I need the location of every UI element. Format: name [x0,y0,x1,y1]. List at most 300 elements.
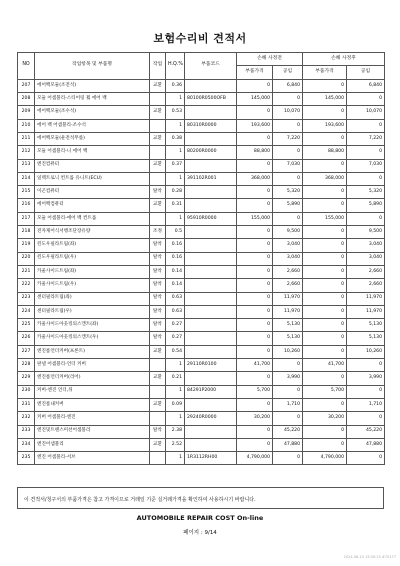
row-before-part: 0 [237,106,273,119]
row-before-part: 0 [237,279,273,292]
row-before-part: 0 [237,332,273,345]
row-after-part: 155,000 [303,212,347,225]
notice-box: 이 견적서/청구서의 부품가격은 참고 가격이므로 거래일 기준 실거래가격을 확인하여 사용하시기 바랍니다. [17,487,384,509]
row-hq: 1 [166,385,185,398]
row-no: 226 [18,332,35,345]
row-item: 엔진및트랜스미션어셈블리 [35,425,150,438]
table-row [18,305,385,318]
row-hq: 0.28 [166,186,185,199]
row-code [185,305,237,318]
row-after-part: 0 [303,159,347,172]
row-after-labor: 47,880 [347,438,385,451]
row-before-labor: 10,070 [273,106,303,119]
row-after-part: 0 [303,186,347,199]
print-stamp: 2024-08-15 15:30:25 #70177 [343,555,396,559]
row-before-labor: 7,030 [273,159,303,172]
row-hq: 1 [166,212,185,225]
row-item: 센터필라트림(우) [35,305,150,318]
row-before-part: 0 [237,159,273,172]
row-after-labor: 3,040 [347,252,385,265]
row-before-labor: 11,970 [273,292,303,305]
row-work: 탈착 [150,425,166,438]
table-row [18,93,385,106]
document-title: 보험수리비 견적서 [153,32,247,45]
row-hq: 0.09 [166,398,185,411]
table-row [18,412,385,425]
table-row [18,199,385,212]
row-hq: 0.63 [166,292,185,305]
row-before-part: 5,700 [237,385,273,398]
row-hq: 0.27 [166,332,185,345]
row-work: 교환 [150,159,166,172]
row-code [185,132,237,145]
row-item: 윈도우필라트림(좌) [35,239,150,252]
row-item: 모듈 어셈블리-니 에어 백 [35,146,150,159]
row-before-labor: 5,130 [273,332,303,345]
row-code: 95910R0000 [185,212,237,225]
row-code [185,279,237,292]
row-before-labor: 2,660 [273,279,303,292]
row-after-part: 0 [303,438,347,451]
row-no: 230 [18,385,35,398]
row-code [185,252,237,265]
row-after-part: 0 [303,79,347,92]
row-item: 카울사이드아웃킹의스캔트(좌) [35,319,150,332]
row-before-labor: 0 [273,212,303,225]
row-after-labor: 1,710 [347,398,385,411]
table-row [18,372,385,385]
row-after-part: 145,000 [303,93,347,106]
row-after-part: 0 [303,319,347,332]
row-before-part: 368,000 [237,172,273,185]
row-before-labor: 7,220 [273,132,303,145]
table-row [18,239,385,252]
header-work: 작업 [150,53,166,80]
row-no: 228 [18,359,35,372]
row-code [185,106,237,119]
row-before-part: 0 [237,292,273,305]
row-code [185,398,237,411]
row-before-part: 0 [237,265,273,278]
row-no: 215 [18,186,35,199]
header-item: 작업항목 및 부품명 [35,53,150,80]
row-before-part: 88,800 [237,146,273,159]
row-before-labor: 2,660 [273,265,303,278]
row-after-part: 0 [303,226,347,239]
row-after-part: 30,200 [303,412,347,425]
header-before-labor: 공임 [273,66,303,79]
row-after-labor: 11,970 [347,292,385,305]
row-after-labor: 3,040 [347,239,385,252]
row-before-part: 0 [237,199,273,212]
row-before-part: 0 [237,239,273,252]
row-work: 교환 [150,398,166,411]
table-row [18,398,385,411]
row-before-labor: 9,500 [273,226,303,239]
row-no: 212 [18,146,35,159]
row-hq: 0.16 [166,252,185,265]
row-item: 커버-엔진 언더,뒤 [35,385,150,398]
row-no: 234 [18,438,35,451]
row-code [185,239,237,252]
row-no: 216 [18,199,35,212]
row-code [185,226,237,239]
header-code: 부품코드 [185,53,237,80]
row-work: 탈착 [150,239,166,252]
row-no: 219 [18,239,35,252]
row-after-part: 0 [303,398,347,411]
row-after-part: 0 [303,199,347,212]
row-code: 84291P2000 [185,385,237,398]
row-after-part: 0 [303,252,347,265]
row-item: 커버 어셈블리-엔진 [35,412,150,425]
row-item: 일렉트로닉 컨트롤 유니트(ECU) [35,172,150,185]
row-no: 231 [18,398,35,411]
row-before-part: 0 [237,319,273,332]
row-no: 209 [18,106,35,119]
row-no: 233 [18,425,35,438]
row-hq: 1 [166,146,185,159]
row-hq: 1 [166,359,185,372]
row-item: 에어백모듈(조전석) [35,79,150,92]
header-after-labor: 공임 [347,66,385,79]
row-work [150,93,166,106]
row-after-labor: 0 [347,212,385,225]
row-after-labor: 0 [347,385,385,398]
row-item: 엔진어셈블리 [35,438,150,451]
row-before-labor: 3,040 [273,239,303,252]
row-before-labor: 5,130 [273,319,303,332]
row-work: 교환 [150,372,166,385]
row-no: 232 [18,412,35,425]
row-work: 교환 [150,106,166,119]
row-after-part: 0 [303,279,347,292]
row-after-part: 0 [303,425,347,438]
row-after-labor: 5,130 [347,319,385,332]
table-row [18,332,385,345]
row-after-labor: 0 [347,359,385,372]
row-after-part: 0 [303,106,347,119]
row-no: 235 [18,452,35,465]
row-item: 모듈 어셈블리-에어 백 컨트롤 [35,212,150,225]
row-item: 카울사이드트림(우) [35,279,150,292]
row-before-part: 0 [237,226,273,239]
row-before-part: 41,700 [237,359,273,372]
row-after-labor: 0 [347,452,385,465]
table-row [18,79,385,92]
table-row [18,359,385,372]
row-no: 210 [18,119,35,132]
row-after-part: 0 [303,305,347,318]
row-item: 에어백모듈(조수석) [35,106,150,119]
row-work: 탈착 [150,319,166,332]
row-work [150,212,166,225]
row-before-part: 0 [237,252,273,265]
row-code [185,159,237,172]
row-item: 에어백컴퓨터 [35,199,150,212]
row-no: 220 [18,252,35,265]
row-no: 222 [18,279,35,292]
row-code [185,425,237,438]
header-after-part: 부품가격 [303,66,347,79]
row-before-labor: 0 [273,146,303,159]
row-hq: 0.31 [166,199,185,212]
row-no: 227 [18,345,35,358]
row-item: 이곤컴퓨터 [35,186,150,199]
table-row [18,265,385,278]
row-after-labor: 0 [347,412,385,425]
row-before-labor: 3,040 [273,252,303,265]
row-work: 탈착 [150,292,166,305]
row-before-part: 0 [237,186,273,199]
row-item: 윈도우필라트림(우) [35,252,150,265]
row-hq: 0.14 [166,265,185,278]
row-code: 1R3112RH00 [185,452,237,465]
row-before-part: 0 [237,132,273,145]
row-before-labor: 10,260 [273,345,303,358]
row-code: 80200R0000 [185,146,237,159]
row-before-part: 4,790,000 [237,452,273,465]
row-after-part: 0 [303,332,347,345]
row-hq: 0.36 [166,79,185,92]
row-work [150,452,166,465]
row-before-labor: 6,840 [273,79,303,92]
row-after-labor: 2,660 [347,265,385,278]
row-code [185,332,237,345]
row-work [150,385,166,398]
row-work [150,172,166,185]
header-hq: H.Q.% [166,53,185,80]
row-work [150,412,166,425]
row-work: 교환 [150,132,166,145]
row-item: 엔진룸언더커버(프론트) [35,345,150,358]
row-item: 카울사이드트림(좌) [35,265,150,278]
row-hq: 0.14 [166,279,185,292]
table-row [18,319,385,332]
row-item: 엔진룸언더커버(리어) [35,372,150,385]
table-row [18,252,385,265]
row-hq: 0.5 [166,226,185,239]
row-before-part: 155,000 [237,212,273,225]
row-after-labor: 6,840 [347,79,385,92]
row-code [185,292,237,305]
row-after-labor: 2,660 [347,279,385,292]
row-work [150,119,166,132]
table-row [18,172,385,185]
row-no: 211 [18,132,35,145]
row-code: 29240R0000 [185,412,237,425]
row-before-labor: 3,990 [273,372,303,385]
row-code [185,186,237,199]
row-no: 208 [18,93,35,106]
row-before-part: 0 [237,372,273,385]
row-hq: 0.38 [166,132,185,145]
row-item: 엔진 어셈블리-서브 [35,452,150,465]
row-after-labor: 5,890 [347,199,385,212]
row-item: 카울사이드아웃킹의스캔트(우) [35,332,150,345]
row-before-labor: 5,890 [273,199,303,212]
row-after-labor: 7,030 [347,159,385,172]
row-hq: 1 [166,93,185,106]
row-before-labor: 0 [273,172,303,185]
row-before-part: 145,000 [237,93,273,106]
row-before-part: 0 [237,398,273,411]
row-after-part: 0 [303,372,347,385]
row-item: 전자제어식서행조단장유량 [35,226,150,239]
row-code [185,79,237,92]
row-work: 교환 [150,79,166,92]
row-after-part: 0 [303,345,347,358]
row-after-part: 88,800 [303,146,347,159]
row-work: 조정 [150,226,166,239]
row-before-part: 193,600 [237,119,273,132]
row-code: 80100R0500OFB [185,93,237,106]
row-before-part: 0 [237,79,273,92]
row-after-labor: 5,320 [347,186,385,199]
row-after-part: 368,000 [303,172,347,185]
row-before-labor: 0 [273,119,303,132]
table-row [18,186,385,199]
row-hq: 1 [166,452,185,465]
row-before-part: 0 [237,345,273,358]
row-hq: 2.52 [166,438,185,451]
header-no: NO [18,53,35,80]
row-work: 탈착 [150,279,166,292]
table-row [18,212,385,225]
row-code [185,345,237,358]
row-no: 213 [18,159,35,172]
row-after-part: 4,790,000 [303,452,347,465]
row-hq: 0.37 [166,159,185,172]
row-after-labor: 11,970 [347,305,385,318]
row-code [185,372,237,385]
row-hq: 1 [166,119,185,132]
row-code: 80310R0000 [185,119,237,132]
row-item: 판넬 어셈블리-언더 커버 [35,359,150,372]
row-after-labor: 0 [347,172,385,185]
row-hq: 1 [166,172,185,185]
row-work [150,359,166,372]
row-before-labor: 0 [273,385,303,398]
row-no: 214 [18,172,35,185]
row-item: 에어백모듈(운전석무릎) [35,132,150,145]
row-hq: 0.21 [166,372,185,385]
table-row [18,345,385,358]
header-after: 손해 사정후 [303,53,385,66]
table-row [18,106,385,119]
footer-title: AUTOMOBILE REPAIR COST On-line [136,514,264,522]
row-work: 탈착 [150,252,166,265]
row-no: 207 [18,79,35,92]
row-hq: 2.38 [166,425,185,438]
row-hq: 0.27 [166,319,185,332]
row-before-labor: 1,710 [273,398,303,411]
row-work: 탈착 [150,332,166,345]
row-item: 엔진룸내커버 [35,398,150,411]
row-code [185,265,237,278]
row-no: 218 [18,226,35,239]
table-row [18,292,385,305]
row-before-labor: 47,880 [273,438,303,451]
row-before-part: 0 [237,438,273,451]
table-row [18,119,385,132]
row-after-labor: 7,220 [347,132,385,145]
row-item: 센터필라트림(좌) [35,292,150,305]
table-row [18,132,385,145]
row-before-labor: 0 [273,359,303,372]
row-after-part: 0 [303,239,347,252]
row-hq: 0.53 [166,106,185,119]
row-after-part: 0 [303,292,347,305]
row-before-part: 0 [237,425,273,438]
row-hq: 0.16 [166,239,185,252]
table-row [18,226,385,239]
row-after-part: 193,600 [303,119,347,132]
table-row [18,438,385,451]
row-after-labor: 3,990 [347,372,385,385]
row-work: 탈착 [150,265,166,278]
row-after-part: 41,700 [303,359,347,372]
row-no: 217 [18,212,35,225]
row-before-labor: 0 [273,412,303,425]
row-after-part: 5,700 [303,385,347,398]
row-item: 모듈 어셈블리-스티어링 휠 에어 백 [35,93,150,106]
row-work: 탈착 [150,186,166,199]
row-before-labor: 0 [273,93,303,106]
row-item: 엔진컴퓨터 [35,159,150,172]
row-after-labor: 0 [347,93,385,106]
row-no: 221 [18,265,35,278]
row-work: 탈착 [150,305,166,318]
row-before-labor: 45,220 [273,425,303,438]
row-before-labor: 11,970 [273,305,303,318]
row-hq: 1 [166,412,185,425]
table-row [18,385,385,398]
table-row [18,425,385,438]
row-work: 교환 [150,199,166,212]
row-code: 29110R0100 [185,359,237,372]
row-before-labor: 5,320 [273,186,303,199]
row-after-part: 0 [303,265,347,278]
row-code: 391102R001 [185,172,237,185]
row-work: 교환 [150,438,166,451]
estimate-table [17,52,385,465]
row-no: 224 [18,305,35,318]
row-code [185,438,237,451]
row-after-labor: 10,070 [347,106,385,119]
row-work: 교환 [150,345,166,358]
row-after-labor: 9,500 [347,226,385,239]
row-after-labor: 5,130 [347,332,385,345]
header-before: 손해 사정전 [237,53,303,66]
header-before-part: 부품가격 [237,66,273,79]
table-row [18,279,385,292]
row-hq: 0.63 [166,305,185,318]
row-after-labor: 45,220 [347,425,385,438]
table-row [18,146,385,159]
row-item: 에어 백 어셈블리-조수석 [35,119,150,132]
row-hq: 0.54 [166,345,185,358]
table-row [18,159,385,172]
row-after-labor: 0 [347,119,385,132]
row-code [185,319,237,332]
row-after-labor: 10,260 [347,345,385,358]
row-no: 229 [18,372,35,385]
row-no: 225 [18,319,35,332]
row-work [150,146,166,159]
row-code [185,199,237,212]
row-before-labor: 0 [273,452,303,465]
